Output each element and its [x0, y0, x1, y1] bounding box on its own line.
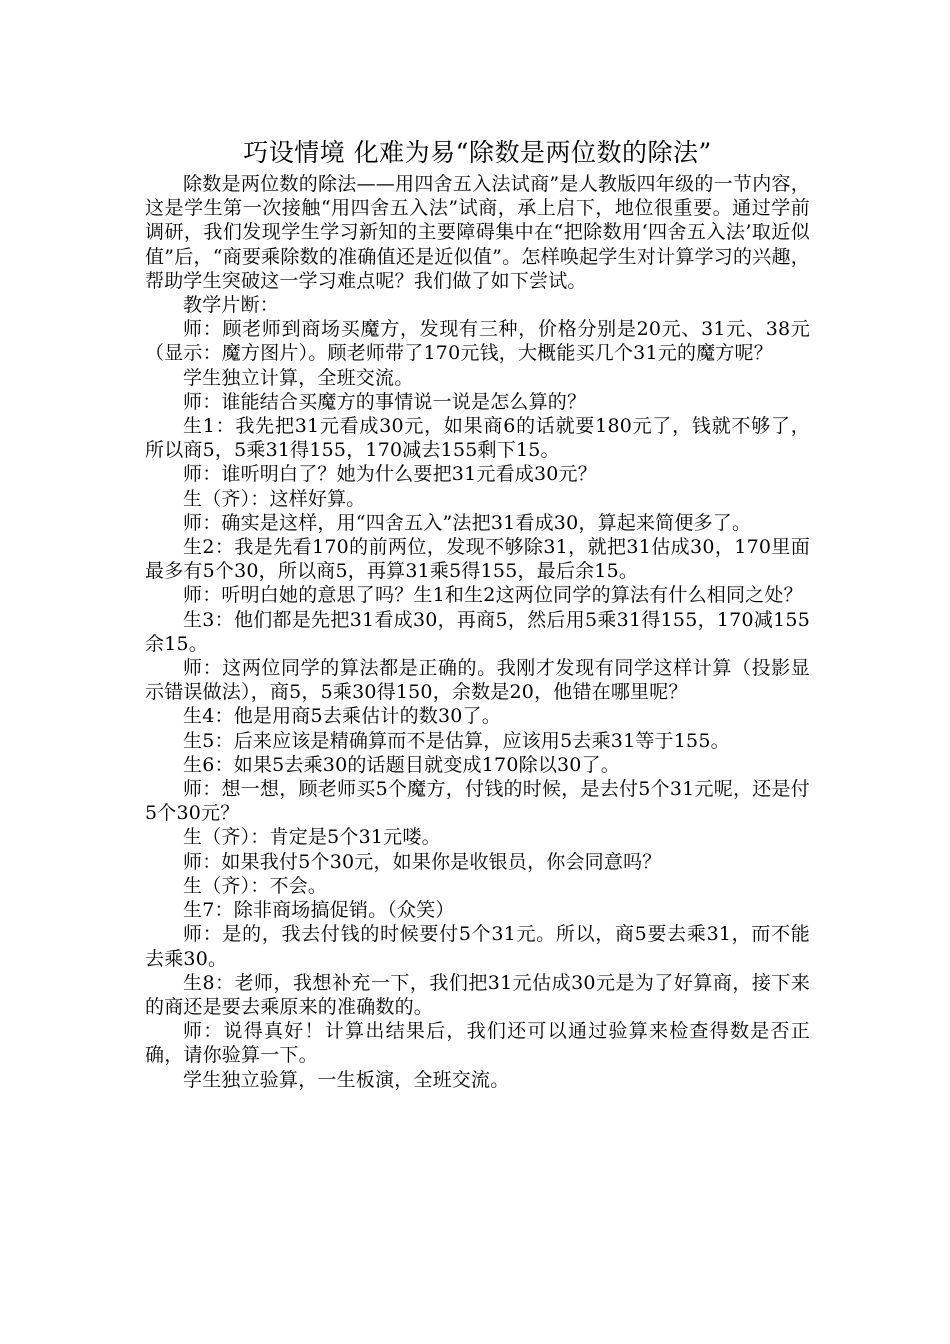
paragraph: 师：谁听明白了？她为什么要把31元看成30元？: [183, 463, 597, 486]
paragraph: 师：顾老师到商场买魔方，发现有三种，价格分别是20元、31元、38元（显示：魔方图片）。顾老师带了170元钱，大概能买几个31元的魔方呢？: [145, 318, 810, 365]
paragraph: 生（齐）：这样好算。: [183, 487, 366, 510]
paragraph: 师：听明白她的意思了吗？生1和生2这两位同学的算法有什么相同之处？: [183, 584, 803, 607]
paragraph-section-heading: 教学片断：: [183, 294, 280, 317]
paragraph-intro: 除数是两位数的除法——用四舍五入法试商”是人教版四年级的一节内容，这是学生第一次接触“用四舍五入法”试商，承上启下，地位很重要。通过学前调研，我们发现学生学习新知的主要障碍集中在“把除数用‘四舍五入法’取近似值”后，“商要乘除数的准确值还是近似值”。怎样唤起学生对计算学习的兴趣，帮助学生突破这一学习难点呢？我们做了如下尝试。: [145, 173, 810, 292]
paragraph: 生6：如果5去乘30的话题目就变成170除以30了。: [183, 753, 620, 776]
paragraph: 生（齐）：不会。: [183, 874, 328, 897]
paragraph: 师：说得真好！计算出结果后，我们还可以通过验算来检查得数是否正确，请你验算一下。: [145, 1020, 810, 1067]
paragraph: 师：确实是这样，用“四舍五入”法把31看成30，算起来简便多了。: [183, 511, 752, 534]
paragraph: 师：谁能结合买魔方的事情说一说是怎么算的？: [183, 390, 587, 413]
paragraph: 学生独立验算，一生板演，全班交流。: [183, 1068, 510, 1091]
paragraph: 生（齐）：肯定是5个31元喽。: [183, 826, 441, 849]
paragraph: 师：如果我付5个30元，如果你是收银员，你会同意吗？: [183, 850, 662, 873]
paragraph: 生1：我先把31元看成30元，如果商6的话就要180元了，钱就不够了，所以商5，5乘31得155，170减去155剩下15。: [145, 415, 810, 462]
paragraph: 师：是的，我去付钱的时候要付5个31元。所以，商5要去乘31，而不能去乘30。: [145, 923, 810, 970]
document-title: 巧设情境 化难为易“除数是两位数的除法”: [243, 138, 712, 167]
paragraph: 师：这两位同学的算法都是正确的。我刚才发现有同学这样计算（投影显示错误做法），商5，5乘30得150，余数是20，他错在哪里呢？: [145, 657, 810, 704]
paragraph: 生5：后来应该是精确算而不是估算，应该用5去乘31等于155。: [183, 729, 730, 752]
paragraph: 生2：我是先看170的前两位，发现不够除31，就把31估成30，170里面最多有5个30，所以商5，再算31乘5得155，最后余15。: [145, 536, 810, 583]
paragraph: 生3：他们都是先把31看成30，再商5，然后用5乘31得155，170减155余15。: [145, 608, 810, 655]
paragraph: 学生独立计算，全班交流。: [183, 366, 414, 389]
paragraph: 生4：他是用商5去乘估计的数30了。: [183, 705, 501, 728]
paragraph: 生7：除非商场搞促销。（众笑）: [183, 899, 455, 922]
document-page: [145, 138, 810, 1092]
paragraph: 生8：老师，我想补充一下，我们把31元估成30元是为了好算商，接下来的商还是要去乘原来的准确数的。: [145, 971, 810, 1018]
paragraph: 师：想一想，顾老师买5个魔方，付钱的时候，是去付5个31元呢，还是付5个30元？: [145, 778, 810, 825]
